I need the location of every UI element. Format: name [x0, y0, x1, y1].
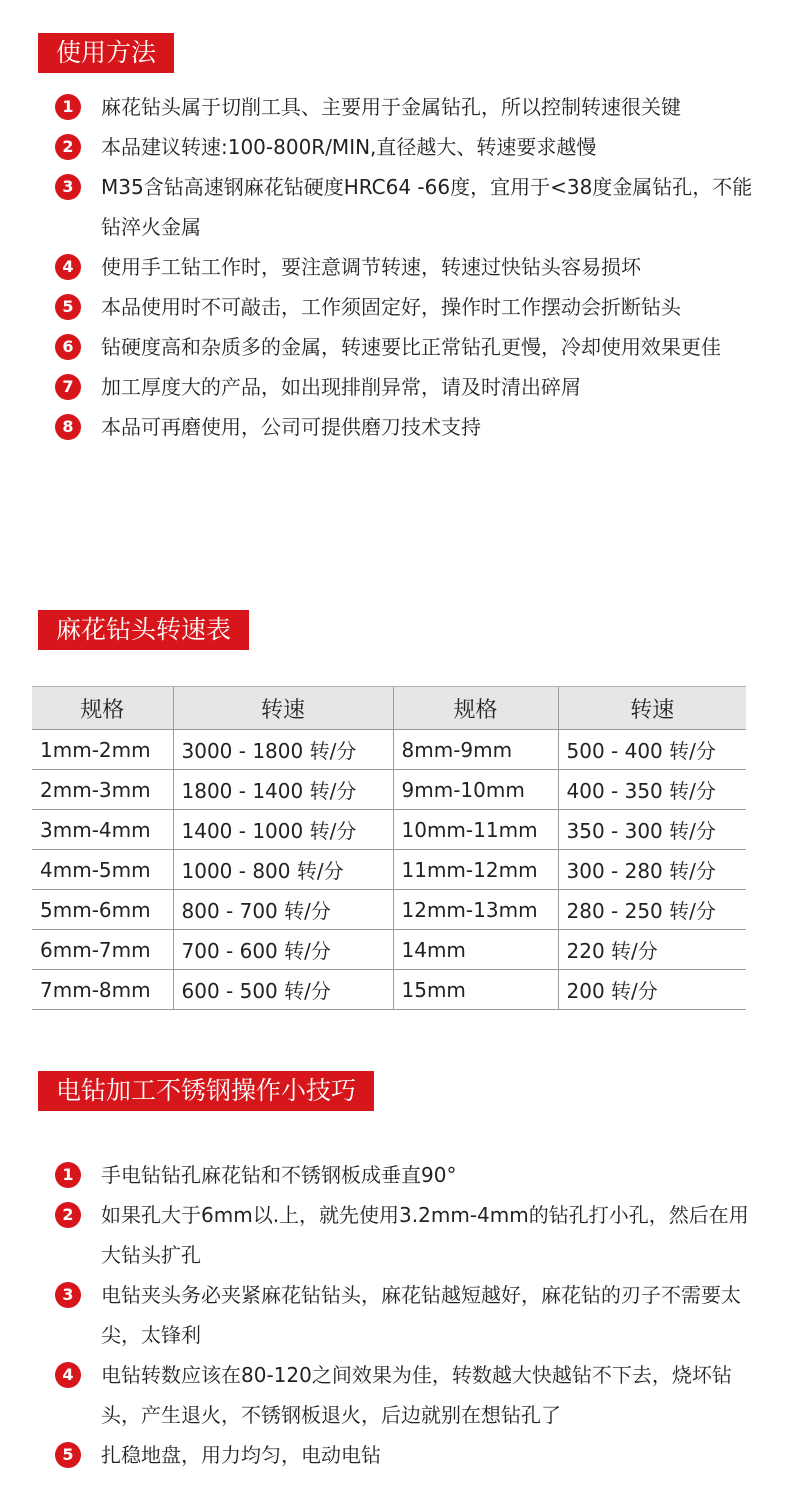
header-speed: 转速 [173, 687, 393, 730]
cell-speed: 700 - 600 转/分 [173, 930, 393, 970]
list-item [55, 1355, 765, 1435]
list-item [55, 1155, 765, 1195]
cell-speed: 300 - 280 转/分 [558, 850, 746, 890]
item-text: 麻花钻头属于切削工具、主要用于金属钻孔，所以控制转速很关键 [101, 95, 681, 119]
number-badge: 2 [55, 134, 81, 160]
section-title-stainless-tips: 电钻加工不锈钢操作小技巧 [38, 1071, 374, 1111]
item-text: 钻硬度高和杂质多的金属，转速要比正常钻孔更慢，冷却使用效果更佳 [101, 335, 721, 359]
list-item [55, 1275, 765, 1355]
number-badge: 4 [55, 254, 81, 280]
speed-table [32, 686, 746, 1010]
cell-spec: 9mm-10mm [393, 770, 558, 810]
cell-spec: 1mm-2mm [32, 730, 173, 770]
number-badge: 3 [55, 174, 81, 200]
section-title-speed-table: 麻花钻头转速表 [38, 610, 249, 650]
number-badge: 5 [55, 294, 81, 320]
table-row [32, 890, 746, 930]
table-row [32, 730, 746, 770]
cell-spec: 10mm-11mm [393, 810, 558, 850]
cell-speed: 500 - 400 转/分 [558, 730, 746, 770]
cell-speed: 600 - 500 转/分 [173, 970, 393, 1010]
header-spec: 规格 [393, 687, 558, 730]
table-row [32, 810, 746, 850]
item-text: M35含钻高速钢麻花钻硬度HRC64 -66度，宜用于<38度金属钻孔，不能钻淬火金属 [101, 175, 753, 239]
cell-spec: 8mm-9mm [393, 730, 558, 770]
item-text: 本品使用时不可敲击，工作须固定好，操作时工作摆动会折断钻头 [101, 295, 681, 319]
item-text: 本品建议转速:100-800R/MIN,直径越大、转速要求越慢 [101, 135, 597, 159]
tips-list [55, 1155, 765, 1475]
cell-spec: 6mm-7mm [32, 930, 173, 970]
number-badge: 3 [55, 1282, 81, 1308]
cell-speed: 220 转/分 [558, 930, 746, 970]
number-badge: 1 [55, 94, 81, 120]
table-header-row [32, 687, 746, 730]
cell-speed: 1000 - 800 转/分 [173, 850, 393, 890]
list-item [55, 367, 765, 407]
cell-speed: 200 转/分 [558, 970, 746, 1010]
item-text: 电钻夹头务必夹紧麻花钻钻头，麻花钻越短越好，麻花钻的刃子不需要太尖，太锋利 [101, 1283, 741, 1347]
cell-spec: 15mm [393, 970, 558, 1010]
table-row [32, 850, 746, 890]
item-text: 如果孔大于6mm以.上，就先使用3.2mm-4mm的钻孔打小孔，然后在用大钻头扩孔 [101, 1203, 749, 1267]
number-badge: 6 [55, 334, 81, 360]
table-row [32, 770, 746, 810]
list-item [55, 1195, 765, 1275]
header-spec: 规格 [32, 687, 173, 730]
cell-spec: 7mm-8mm [32, 970, 173, 1010]
item-text: 手电钻钻孔麻花钻和不锈钢板成垂直90° [101, 1163, 457, 1187]
number-badge: 5 [55, 1442, 81, 1468]
item-text: 本品可再磨使用，公司可提供磨刀技术支持 [101, 415, 481, 439]
item-text: 电钻转数应该在80-120之间效果为佳，转数越大快越钻不下去，烧坏钻头，产生退火，不锈钢板退火，后边就别在想钻孔了 [101, 1363, 732, 1427]
number-badge: 2 [55, 1202, 81, 1228]
number-badge: 4 [55, 1362, 81, 1388]
number-badge: 7 [55, 374, 81, 400]
usage-list [55, 87, 765, 447]
list-item [55, 167, 765, 247]
cell-speed: 800 - 700 转/分 [173, 890, 393, 930]
cell-spec: 11mm-12mm [393, 850, 558, 890]
cell-spec: 4mm-5mm [32, 850, 173, 890]
list-item [55, 87, 765, 127]
number-badge: 1 [55, 1162, 81, 1188]
item-text: 使用手工钻工作时，要注意调节转速，转速过快钻头容易损坏 [101, 255, 641, 279]
header-speed: 转速 [558, 687, 746, 730]
table-row [32, 930, 746, 970]
list-item [55, 127, 765, 167]
cell-spec: 14mm [393, 930, 558, 970]
list-item [55, 407, 765, 447]
cell-speed: 1800 - 1400 转/分 [173, 770, 393, 810]
cell-spec: 2mm-3mm [32, 770, 173, 810]
number-badge: 8 [55, 414, 81, 440]
cell-spec: 5mm-6mm [32, 890, 173, 930]
list-item [55, 287, 765, 327]
cell-speed: 3000 - 1800 转/分 [173, 730, 393, 770]
item-text: 加工厚度大的产品，如出现排削异常，请及时清出碎屑 [101, 375, 581, 399]
cell-spec: 3mm-4mm [32, 810, 173, 850]
cell-spec: 12mm-13mm [393, 890, 558, 930]
section-title-usage: 使用方法 [38, 33, 174, 73]
list-item [55, 247, 765, 287]
cell-speed: 1400 - 1000 转/分 [173, 810, 393, 850]
cell-speed: 280 - 250 转/分 [558, 890, 746, 930]
cell-speed: 400 - 350 转/分 [558, 770, 746, 810]
table-row [32, 970, 746, 1010]
list-item [55, 1435, 765, 1475]
item-text: 扎稳地盘，用力均匀，电动电钻 [101, 1443, 381, 1467]
cell-speed: 350 - 300 转/分 [558, 810, 746, 850]
list-item [55, 327, 765, 367]
